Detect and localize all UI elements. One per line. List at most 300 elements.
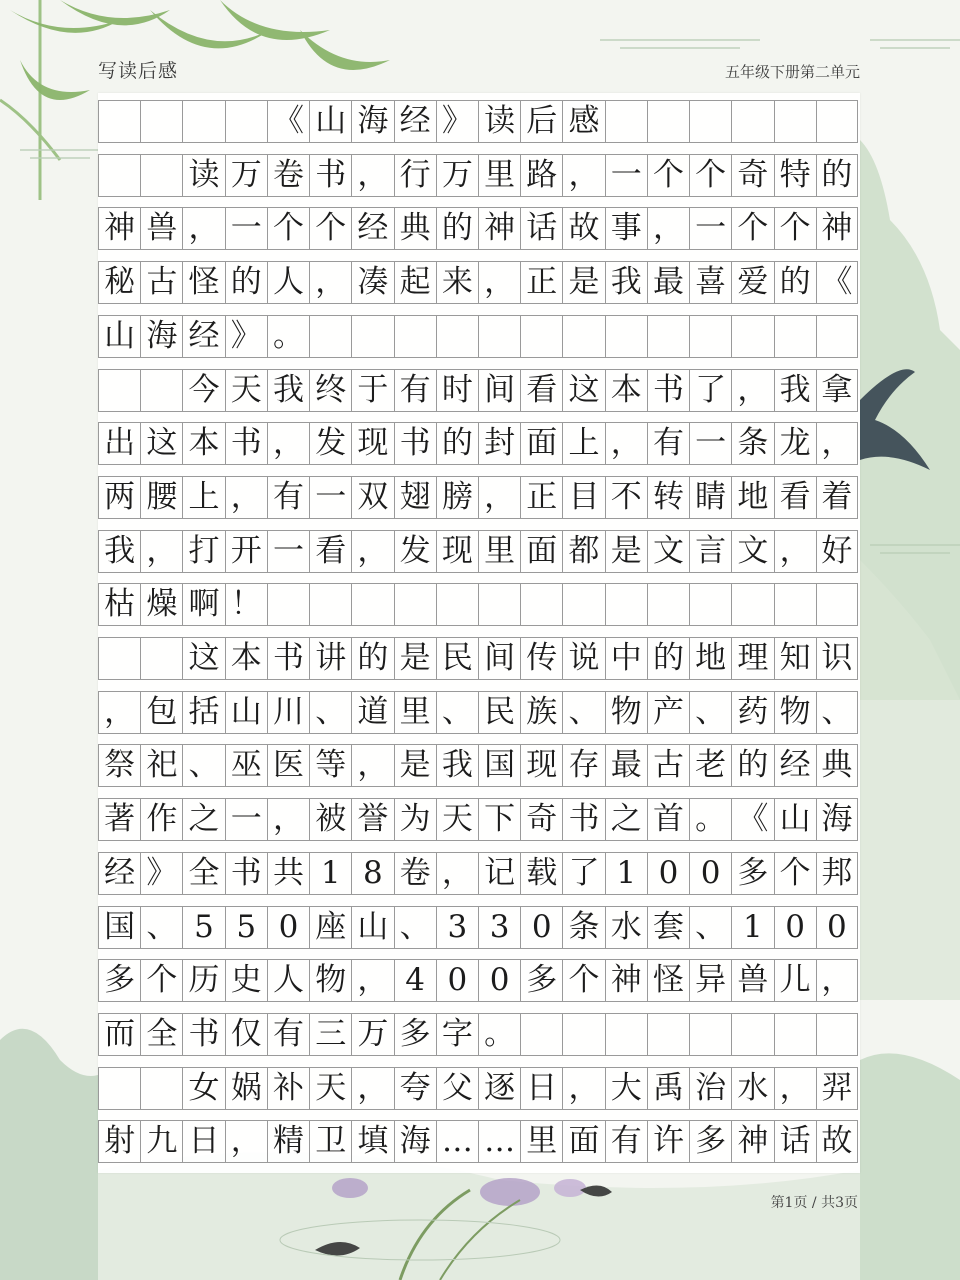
grid-cell: 读 (182, 155, 224, 196)
grid-cell: 人 (267, 960, 309, 1001)
grid-cell (98, 155, 140, 196)
grid-cell: 、 (182, 745, 224, 786)
grid-cell: 、 (689, 907, 731, 948)
grid-cell: 书 (267, 638, 309, 679)
grid-cell: 个 (774, 853, 816, 894)
grid-row (98, 261, 858, 304)
grid-cell: 0 (436, 960, 478, 1001)
grid-cell: 今 (182, 370, 224, 411)
grid-cell: 了 (689, 370, 731, 411)
grid-cell: 万 (351, 1014, 393, 1055)
grid-cell (478, 584, 520, 625)
grid-cell: 国 (98, 907, 140, 948)
grid-cell: 女 (182, 1068, 224, 1109)
grid-cell: ， (816, 423, 858, 464)
grid-cell: 娲 (225, 1068, 267, 1109)
grid-cell: ， (478, 477, 520, 518)
grid-cell: 面 (520, 531, 562, 572)
grid-cell: 正 (520, 262, 562, 303)
grid-cell: 0 (267, 907, 309, 948)
grid-cell: 史 (225, 960, 267, 1001)
grid-cell: 兽 (140, 208, 182, 249)
grid-cell (562, 584, 604, 625)
grid-cell: 等 (309, 745, 351, 786)
grid-row (98, 154, 858, 197)
grid-cell: 道 (351, 692, 393, 733)
grid-cell: 出 (98, 423, 140, 464)
grid-cell: 下 (478, 799, 520, 840)
grid-cell (731, 101, 773, 142)
grid-row (98, 906, 858, 949)
grid-cell (689, 584, 731, 625)
grid-cell: 民 (436, 638, 478, 679)
grid-cell: 一 (309, 477, 351, 518)
grid-cell: … (478, 1121, 520, 1162)
grid-cell (478, 316, 520, 357)
grid-cell (140, 101, 182, 142)
grid-cell: 0 (816, 907, 858, 948)
grid-cell: 条 (731, 423, 773, 464)
grid-cell: 爱 (731, 262, 773, 303)
grid-cell (689, 1014, 731, 1055)
grid-cell: 的 (647, 638, 689, 679)
grid-cell (394, 316, 436, 357)
grid-cell: 书 (309, 155, 351, 196)
grid-cell: 中 (605, 638, 647, 679)
grid-cell: 字 (436, 1014, 478, 1055)
grid-cell (605, 584, 647, 625)
grid-cell: ， (267, 423, 309, 464)
grid-cell (562, 316, 604, 357)
grid-cell: 九 (140, 1121, 182, 1162)
grid-cell: 历 (182, 960, 224, 1001)
grid-cell: ， (267, 799, 309, 840)
grid-cell: 大 (605, 1068, 647, 1109)
grid-cell: 发 (394, 531, 436, 572)
grid-cell: 识 (816, 638, 858, 679)
grid-cell: 日 (520, 1068, 562, 1109)
grid-cell (647, 101, 689, 142)
grid-cell: 读 (478, 101, 520, 142)
grid-cell: 个 (689, 155, 731, 196)
grid-cell: 国 (478, 745, 520, 786)
grid-cell: 正 (520, 477, 562, 518)
grid-cell: 本 (605, 370, 647, 411)
grid-cell: 睛 (689, 477, 731, 518)
grid-cell: 《 (731, 799, 773, 840)
grid-cell: 都 (562, 531, 604, 572)
grid-cell: 有 (394, 370, 436, 411)
grid-cell: 》 (436, 101, 478, 142)
grid-cell (774, 584, 816, 625)
grid-cell: 书 (182, 1014, 224, 1055)
grid-cell: 个 (309, 208, 351, 249)
grid-cell: 多 (98, 960, 140, 1001)
grid-cell: 括 (182, 692, 224, 733)
grid-cell: 山 (774, 799, 816, 840)
grid-cell: 古 (647, 745, 689, 786)
grid-cell: 记 (478, 853, 520, 894)
grid-cell (140, 638, 182, 679)
grid-cell: 神 (731, 1121, 773, 1162)
grid-cell: 物 (774, 692, 816, 733)
grid-cell: 传 (520, 638, 562, 679)
grid-cell: 上 (182, 477, 224, 518)
grid-cell: ， (436, 853, 478, 894)
grid-cell: 面 (520, 423, 562, 464)
grid-cell: 间 (478, 638, 520, 679)
grid-cell: 、 (394, 907, 436, 948)
grid-cell (647, 584, 689, 625)
grid-cell: 目 (562, 477, 604, 518)
grid-cell: 海 (351, 101, 393, 142)
grid-cell: 看 (774, 477, 816, 518)
grid-cell: 、 (309, 692, 351, 733)
grid-cell (605, 316, 647, 357)
page-indicator: 第1页 / 共3页 (770, 1195, 858, 1211)
grid-cell: 文 (647, 531, 689, 572)
grid-cell: 的 (436, 423, 478, 464)
grid-cell: 父 (436, 1068, 478, 1109)
grid-cell: 话 (520, 208, 562, 249)
grid-cell (98, 370, 140, 411)
grid-cell (140, 1068, 182, 1109)
grid-cell: 个 (647, 155, 689, 196)
grid-cell: 包 (140, 692, 182, 733)
grid-cell (774, 101, 816, 142)
grid-cell: 0 (774, 907, 816, 948)
grid-cell: 民 (478, 692, 520, 733)
grid-cell: 怪 (182, 262, 224, 303)
grid-cell: ， (309, 262, 351, 303)
grid-cell (816, 584, 858, 625)
grid-cell: 说 (562, 638, 604, 679)
grid-cell: 古 (140, 262, 182, 303)
grid-cell: 打 (182, 531, 224, 572)
grid-cell: 人 (267, 262, 309, 303)
grid-cell: 日 (182, 1121, 224, 1162)
grid-cell (520, 1014, 562, 1055)
grid-cell: 医 (267, 745, 309, 786)
grid-cell: 转 (647, 477, 689, 518)
grid-cell: 喜 (689, 262, 731, 303)
grid-cell: 翅 (394, 477, 436, 518)
grid-cell: 是 (605, 531, 647, 572)
grid-cell: 的 (225, 262, 267, 303)
grid-cell: 0 (478, 960, 520, 1001)
grid-cell: 邦 (816, 853, 858, 894)
grid-cell: 时 (436, 370, 478, 411)
grid-cell: 书 (647, 370, 689, 411)
grid-cell: ， (478, 262, 520, 303)
grid-cell: ， (731, 370, 773, 411)
grid-cell: 话 (774, 1121, 816, 1162)
grid-cell: ， (562, 155, 604, 196)
grid-cell: 神 (816, 208, 858, 249)
grid-cell: 套 (647, 907, 689, 948)
grid-cell (816, 101, 858, 142)
grid-cell: 不 (605, 477, 647, 518)
grid-cell: 条 (562, 907, 604, 948)
grid-cell: 个 (140, 960, 182, 1001)
grid-cell: 发 (309, 423, 351, 464)
grid-cell: 里 (478, 155, 520, 196)
grid-row (98, 691, 858, 734)
grid-cell: 全 (182, 853, 224, 894)
grid-cell: 多 (394, 1014, 436, 1055)
grid-cell: 秘 (98, 262, 140, 303)
grid-cell: 为 (394, 799, 436, 840)
grid-cell: 山 (98, 316, 140, 357)
grid-cell: 于 (351, 370, 393, 411)
grid-cell: 里 (478, 531, 520, 572)
grid-cell: 1 (731, 907, 773, 948)
grid-cell: 3 (436, 907, 478, 948)
grid-cell: 山 (225, 692, 267, 733)
grid-cell: 3 (478, 907, 520, 948)
grid-cell: 讲 (309, 638, 351, 679)
grid-cell: 、 (816, 692, 858, 733)
grid-cell (647, 316, 689, 357)
grid-row (98, 1067, 858, 1110)
grid-cell: 巫 (225, 745, 267, 786)
grid-cell: 路 (520, 155, 562, 196)
grid-cell: 万 (436, 155, 478, 196)
grid-cell: 典 (394, 208, 436, 249)
grid-cell: 凑 (351, 262, 393, 303)
grid-cell: 我 (774, 370, 816, 411)
grid-cell: 许 (647, 1121, 689, 1162)
grid-cell: 经 (98, 853, 140, 894)
grid-cell: 卷 (394, 853, 436, 894)
grid-cell: 神 (478, 208, 520, 249)
grid-cell: 逐 (478, 1068, 520, 1109)
grid-row (98, 744, 858, 787)
grid-cell: 的 (774, 262, 816, 303)
grid-cell: 好 (816, 531, 858, 572)
grid-cell: 天 (225, 370, 267, 411)
grid-cell: 燥 (140, 584, 182, 625)
grid-cell: 典 (816, 745, 858, 786)
grid-cell: 。 (689, 799, 731, 840)
grid-cell: 卷 (267, 155, 309, 196)
grid-cell (98, 1068, 140, 1109)
grid-cell: 书 (225, 853, 267, 894)
grid-cell: 有 (267, 1014, 309, 1055)
grid-cell: 这 (140, 423, 182, 464)
grid-cell (309, 316, 351, 357)
grid-cell: 膀 (436, 477, 478, 518)
grid-cell: 水 (731, 1068, 773, 1109)
grid-cell: 羿 (816, 1068, 858, 1109)
grid-cell: 故 (562, 208, 604, 249)
grid-cell: 、 (562, 692, 604, 733)
grid-cell: 物 (605, 692, 647, 733)
grid-cell: 1 (309, 853, 351, 894)
grid-cell: 行 (394, 155, 436, 196)
grid-cell: 一 (605, 155, 647, 196)
grid-cell: 封 (478, 423, 520, 464)
grid-cell: 5 (182, 907, 224, 948)
grid-cell: 怪 (647, 960, 689, 1001)
grid-cell: 山 (351, 907, 393, 948)
grid-cell (731, 316, 773, 357)
grid-cell (182, 101, 224, 142)
grid-cell: 4 (394, 960, 436, 1001)
grid-cell: 经 (394, 101, 436, 142)
grid-cell: 、 (140, 907, 182, 948)
grid-cell: ， (225, 477, 267, 518)
grid-cell: 存 (562, 745, 604, 786)
grid-cell: ， (351, 531, 393, 572)
grid-row (98, 315, 858, 358)
grid-cell: 被 (309, 799, 351, 840)
grid-cell: 现 (436, 531, 478, 572)
grid-cell: 个 (562, 960, 604, 1001)
grid-cell: 两 (98, 477, 140, 518)
grid-cell: 儿 (774, 960, 816, 1001)
grid-cell: 间 (478, 370, 520, 411)
grid-cell: ， (351, 745, 393, 786)
grid-cell: 精 (267, 1121, 309, 1162)
grid-cell: 药 (731, 692, 773, 733)
grid-cell: 5 (225, 907, 267, 948)
grid-writing-paper (98, 93, 860, 1173)
grid-cell: 卫 (309, 1121, 351, 1162)
grid-cell: 最 (605, 745, 647, 786)
worksheet-title: 写读后感 (98, 60, 179, 82)
grid-cell: 著 (98, 799, 140, 840)
grid-cell: 里 (394, 692, 436, 733)
grid-cell: ， (816, 960, 858, 1001)
grid-cell: 全 (140, 1014, 182, 1055)
grid-cell: 最 (647, 262, 689, 303)
grid-cell: 我 (267, 370, 309, 411)
grid-cell (351, 316, 393, 357)
grid-cell: 产 (647, 692, 689, 733)
grid-cell: 誉 (351, 799, 393, 840)
grid-cell: 有 (267, 477, 309, 518)
grid-cell: 着 (816, 477, 858, 518)
grid-cell (816, 1014, 858, 1055)
grid-cell: 《 (816, 262, 858, 303)
grid-cell: ， (647, 208, 689, 249)
grid-cell: 书 (562, 799, 604, 840)
grid-cell: 》 (140, 853, 182, 894)
grid-cell: 。 (267, 316, 309, 357)
grid-cell: 天 (309, 1068, 351, 1109)
grid-cell: 的 (816, 155, 858, 196)
grid-cell (267, 584, 309, 625)
grid-cell (689, 101, 731, 142)
grid-cell: ， (140, 531, 182, 572)
grid-cell: 这 (562, 370, 604, 411)
grid-cell: 开 (225, 531, 267, 572)
grid-cell: ， (351, 1068, 393, 1109)
grid-row (98, 100, 858, 143)
grid-cell (562, 1014, 604, 1055)
grid-row (98, 530, 858, 573)
grid-cell (436, 584, 478, 625)
grid-cell: 啊 (182, 584, 224, 625)
grid-cell: 作 (140, 799, 182, 840)
grid-cell (774, 316, 816, 357)
grid-cell: 天 (436, 799, 478, 840)
grid-cell: 多 (731, 853, 773, 894)
grid-cell (605, 101, 647, 142)
grid-cell (225, 101, 267, 142)
grid-cell: 《 (267, 101, 309, 142)
grid-cell: 之 (605, 799, 647, 840)
grid-cell: 特 (774, 155, 816, 196)
grid-cell: 异 (689, 960, 731, 1001)
grid-cell: … (436, 1121, 478, 1162)
grid-cell: 后 (520, 101, 562, 142)
grid-row (98, 1013, 858, 1056)
grid-cell: 个 (267, 208, 309, 249)
grid-cell: 故 (816, 1121, 858, 1162)
grid-cell: 祭 (98, 745, 140, 786)
grid-cell: 上 (562, 423, 604, 464)
grid-cell (98, 638, 140, 679)
grid-cell: 海 (140, 316, 182, 357)
grid-cell (731, 1014, 773, 1055)
grid-cell: 族 (520, 692, 562, 733)
grid-cell (140, 370, 182, 411)
grid-cell (520, 316, 562, 357)
grid-cell: 现 (520, 745, 562, 786)
grid-cell: 言 (689, 531, 731, 572)
grid-cell: 。 (478, 1014, 520, 1055)
grid-cell: 拿 (816, 370, 858, 411)
grid-cell: 1 (605, 853, 647, 894)
grid-cell: 一 (689, 208, 731, 249)
grid-cell: ， (225, 1121, 267, 1162)
grid-cell: 事 (605, 208, 647, 249)
grid-cell: 祀 (140, 745, 182, 786)
grid-cell: 治 (689, 1068, 731, 1109)
grid-cell: 里 (520, 1121, 562, 1162)
grid-cell: 、 (689, 692, 731, 733)
grid-row (98, 583, 858, 626)
grid-cell (816, 316, 858, 357)
grid-cell: 0 (689, 853, 731, 894)
grid-cell (98, 101, 140, 142)
grid-cell (774, 1014, 816, 1055)
grid-cell: 兽 (731, 960, 773, 1001)
grid-cell: 一 (225, 799, 267, 840)
grid-cell: 本 (225, 638, 267, 679)
grid-cell: 有 (605, 1121, 647, 1162)
grid-cell (689, 316, 731, 357)
grid-cell: 书 (225, 423, 267, 464)
grid-row (98, 207, 858, 250)
grid-cell: 终 (309, 370, 351, 411)
grid-cell: ， (98, 692, 140, 733)
grid-cell: ， (351, 155, 393, 196)
grid-cell: 0 (520, 907, 562, 948)
grid-cell: 多 (520, 960, 562, 1001)
grid-cell: 的 (351, 638, 393, 679)
grid-cell: 来 (436, 262, 478, 303)
grid-cell: 是 (562, 262, 604, 303)
grid-cell: 一 (689, 423, 731, 464)
grid-cell: 载 (520, 853, 562, 894)
grid-cell: 共 (267, 853, 309, 894)
grid-cell: 奇 (520, 799, 562, 840)
grid-cell: 本 (182, 423, 224, 464)
grid-cell (140, 155, 182, 196)
